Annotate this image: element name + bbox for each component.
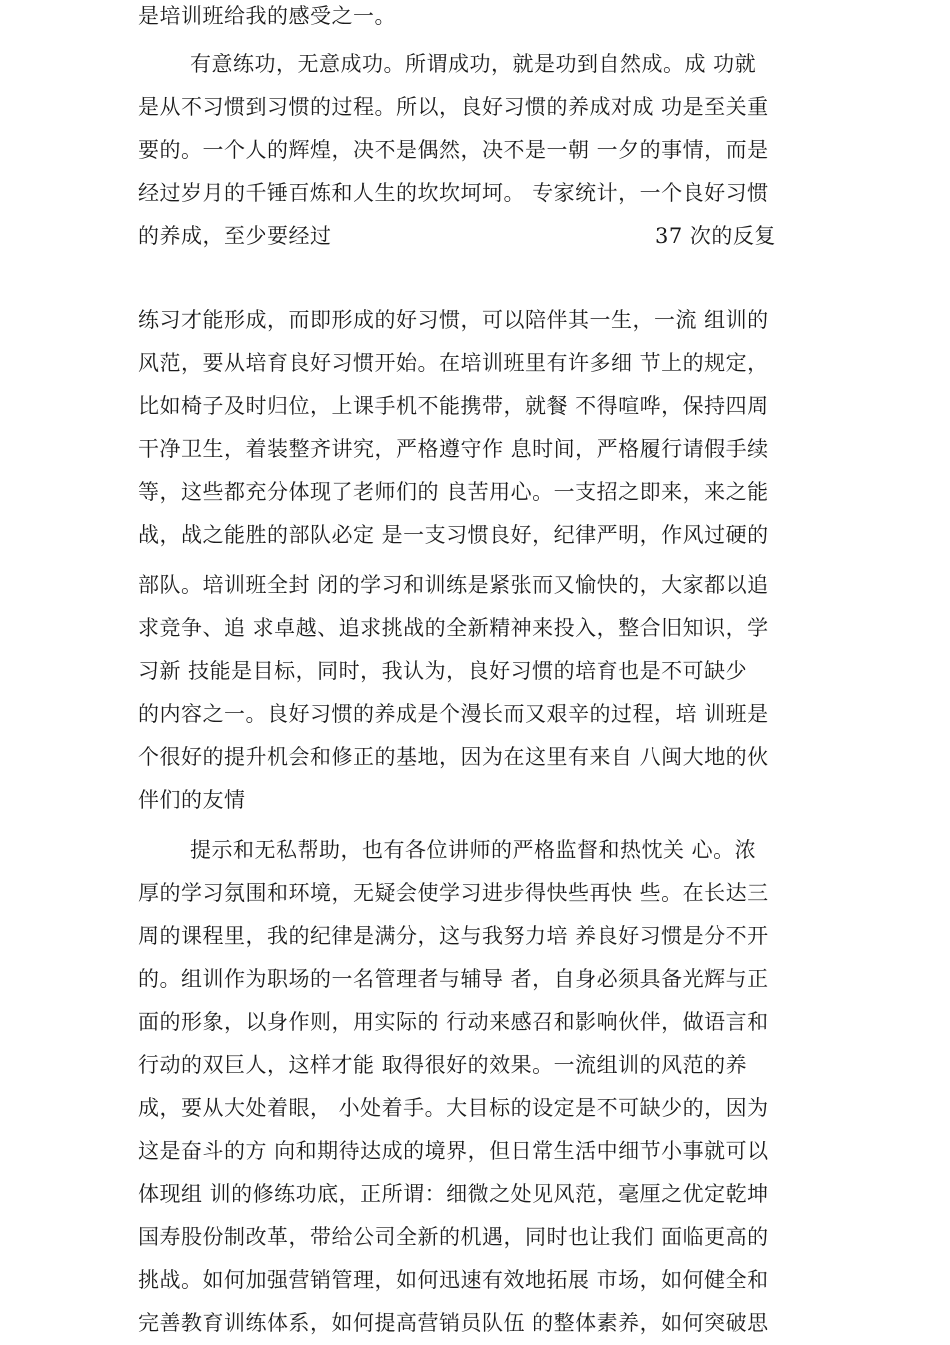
text-line: 提示和无私帮助，也有各位讲师的严格监督和热忱关 心。浓 bbox=[190, 838, 757, 862]
text-line: 伴们的友情 bbox=[138, 788, 246, 812]
text-line: 37 次的反复 bbox=[655, 224, 776, 248]
text-line: 求竞争、追 求卓越、追求挑战的全新精神来投入，整合旧知识，学 bbox=[138, 616, 769, 640]
text-line: 国寿股份制改革，带给公司全新的机遇，同时也让我们 面临更高的 bbox=[138, 1225, 769, 1249]
text-line: 部队。培训班全封 闭的学习和训练是紧张而又愉快的，大家都以追 bbox=[138, 573, 769, 597]
text-line: 厚的学习氛围和环境，无疑会使学习进步得快些再快 些。在长达三 bbox=[138, 881, 769, 905]
text-line: 这是奋斗的方 向和期待达成的境界，但日常生活中细节小事就可以 bbox=[138, 1139, 769, 1163]
text-line: 风范，要从培育良好习惯开始。在培训班里有许多细 节上的规定， bbox=[138, 351, 769, 375]
text-line: 是培训班给我的感受之一。 bbox=[138, 4, 396, 28]
text-line: 习新 技能是目标，同时，我认为，良好习惯的培育也是不可缺少 bbox=[138, 659, 748, 683]
text-line: 行动的双巨人，这样才能 取得很好的效果。一流组训的风范的养 bbox=[138, 1053, 748, 1077]
text-line: 练习才能形成，而即形成的好习惯，可以陪伴其一生，一流 组训的 bbox=[138, 308, 769, 332]
text-line: 的。组训作为职场的一名管理者与辅导 者，自身必须具备光辉与正 bbox=[138, 967, 769, 991]
text-line: 的内容之一。良好习惯的养成是个漫长而又艰辛的过程，培 训班是 bbox=[138, 702, 769, 726]
text-line: 个很好的提升机会和修正的基地，因为在这里有来自 八闽大地的伙 bbox=[138, 745, 769, 769]
text-line: 是从不习惯到习惯的过程。所以，良好习惯的养成对成 功是至关重 bbox=[138, 95, 769, 119]
text-line: 面的形象，以身作则，用实际的 行动来感召和影响伙伴，做语言和 bbox=[138, 1010, 769, 1034]
text-line: 成，要从大处着眼， 小处着手。大目标的设定是不可缺少的，因为 bbox=[138, 1096, 769, 1120]
text-line: 战，战之能胜的部队必定 是一支习惯良好，纪律严明，作风过硬的 bbox=[138, 523, 769, 547]
text-line: 干净卫生，着装整齐讲究，严格遵守作 息时间，严格履行请假手续 bbox=[138, 437, 769, 461]
text-line: 的养成，至少要经过 bbox=[138, 224, 332, 248]
text-line: 周的课程里，我的纪律是满分，这与我努力培 养良好习惯是分不开 bbox=[138, 924, 769, 948]
text-line: 要的。一个人的辉煌，决不是偶然，决不是一朝 一夕的事情，而是 bbox=[138, 138, 769, 162]
text-line: 体现组 训的修练功底，正所谓：细微之处见风范，毫厘之优定乾坤 bbox=[138, 1182, 769, 1206]
text-line: 经过岁月的千锤百炼和人生的坎坎坷坷。 专家统计，一个良好习惯 bbox=[138, 181, 769, 205]
text-line: 等，这些都充分体现了老师们的 良苦用心。一支招之即来，来之能 bbox=[138, 480, 769, 504]
text-line: 完善教育训练体系，如何提高营销员队伍 的整体素养，如何突破思 bbox=[138, 1311, 769, 1335]
text-line: 有意练功，无意成功。所谓成功，就是功到自然成。成 功就 bbox=[190, 52, 757, 76]
text-line: 挑战。如何加强营销管理，如何迅速有效地拓展 市场，如何健全和 bbox=[138, 1268, 769, 1292]
text-line: 比如椅子及时归位，上课手机不能携带，就餐 不得喧哗，保持四周 bbox=[138, 394, 769, 418]
